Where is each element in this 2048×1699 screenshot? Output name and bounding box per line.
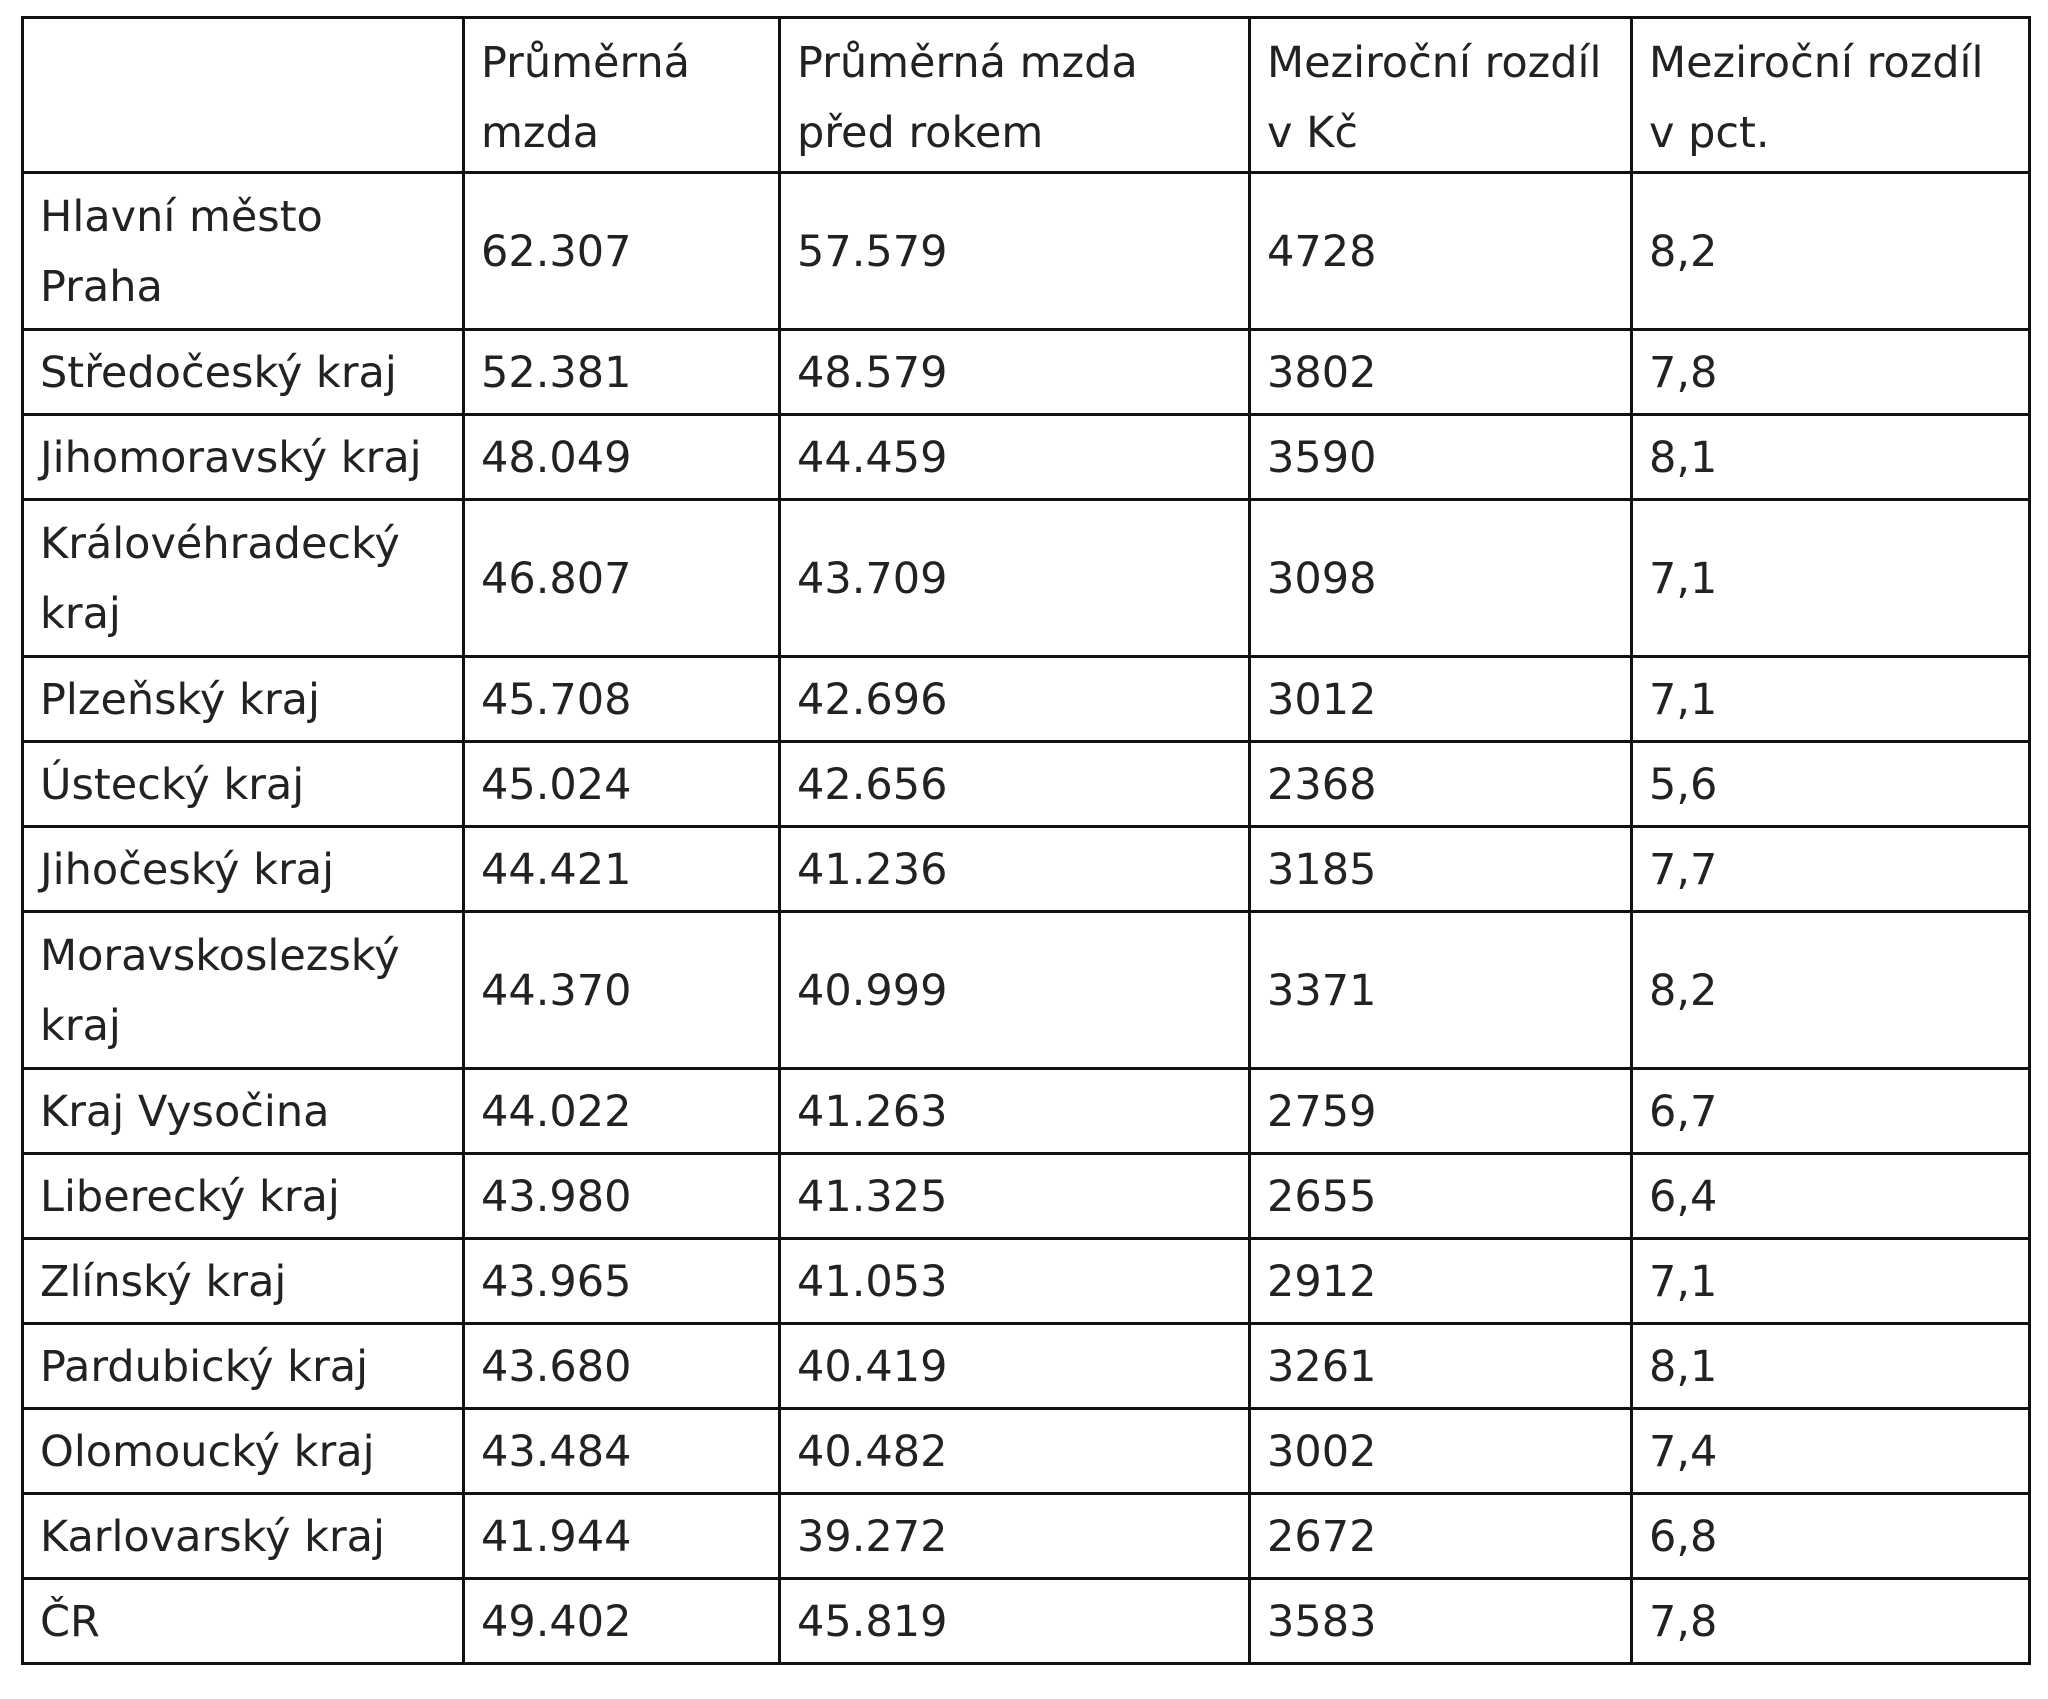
region-cell: Královéhradecký kraj [23, 500, 464, 657]
average-wage-cell: 43.965 [464, 1239, 780, 1324]
average-wage-cell: 43.980 [464, 1154, 780, 1239]
previous-year-wage-cell: 41.325 [780, 1154, 1250, 1239]
table-row [23, 1069, 2030, 1154]
average-wage-cell: 45.024 [464, 742, 780, 827]
yoy-difference-pct-cell: 6,8 [1632, 1494, 2030, 1579]
table-row [23, 500, 2030, 657]
table-row [23, 912, 2030, 1069]
region-cell: Jihočeský kraj [23, 827, 464, 912]
header-cell-yoy-difference-czk: Meziroční rozdíl v Kč [1250, 18, 1632, 173]
yoy-difference-pct-cell: 7,4 [1632, 1409, 2030, 1494]
region-cell: ČR [23, 1579, 464, 1664]
previous-year-wage-cell: 45.819 [780, 1579, 1250, 1664]
table-row [23, 1409, 2030, 1494]
yoy-difference-czk-cell: 2672 [1250, 1494, 1632, 1579]
yoy-difference-pct-cell: 6,7 [1632, 1069, 2030, 1154]
average-wage-cell: 43.484 [464, 1409, 780, 1494]
yoy-difference-pct-cell: 8,1 [1632, 415, 2030, 500]
yoy-difference-pct-cell: 7,8 [1632, 330, 2030, 415]
average-wage-cell: 41.944 [464, 1494, 780, 1579]
yoy-difference-czk-cell: 3261 [1250, 1324, 1632, 1409]
table-row [23, 1239, 2030, 1324]
yoy-difference-czk-cell: 4728 [1250, 173, 1632, 330]
header-cell-yoy-difference-pct: Meziroční rozdíl v pct. [1632, 18, 2030, 173]
previous-year-wage-cell: 40.999 [780, 912, 1250, 1069]
yoy-difference-pct-cell: 7,1 [1632, 657, 2030, 742]
table-row [23, 1494, 2030, 1579]
yoy-difference-czk-cell: 3802 [1250, 330, 1632, 415]
region-cell: Plzeňský kraj [23, 657, 464, 742]
previous-year-wage-cell: 40.419 [780, 1324, 1250, 1409]
table-row [23, 415, 2030, 500]
yoy-difference-czk-cell: 2759 [1250, 1069, 1632, 1154]
yoy-difference-czk-cell: 3185 [1250, 827, 1632, 912]
yoy-difference-pct-cell: 7,1 [1632, 500, 2030, 657]
previous-year-wage-cell: 41.263 [780, 1069, 1250, 1154]
region-cell: Pardubický kraj [23, 1324, 464, 1409]
average-wage-cell: 46.807 [464, 500, 780, 657]
yoy-difference-czk-cell: 2368 [1250, 742, 1632, 827]
table-row [23, 657, 2030, 742]
previous-year-wage-cell: 39.272 [780, 1494, 1250, 1579]
average-wage-cell: 44.022 [464, 1069, 780, 1154]
header-cell-previous-year-wage: Průměrná mzda před rokem [780, 18, 1250, 173]
average-wage-cell: 48.049 [464, 415, 780, 500]
previous-year-wage-cell: 41.236 [780, 827, 1250, 912]
yoy-difference-czk-cell: 3583 [1250, 1579, 1632, 1664]
average-wage-cell: 43.680 [464, 1324, 780, 1409]
table-row [23, 173, 2030, 330]
yoy-difference-czk-cell: 3590 [1250, 415, 1632, 500]
table-row [23, 742, 2030, 827]
average-wage-cell: 44.370 [464, 912, 780, 1069]
yoy-difference-czk-cell: 3371 [1250, 912, 1632, 1069]
table-row [23, 330, 2030, 415]
region-cell: Karlovarský kraj [23, 1494, 464, 1579]
previous-year-wage-cell: 57.579 [780, 173, 1250, 330]
yoy-difference-czk-cell: 3002 [1250, 1409, 1632, 1494]
table-row [23, 827, 2030, 912]
yoy-difference-czk-cell: 3012 [1250, 657, 1632, 742]
average-wage-cell: 45.708 [464, 657, 780, 742]
average-wage-cell: 52.381 [464, 330, 780, 415]
region-cell: Zlínský kraj [23, 1239, 464, 1324]
yoy-difference-pct-cell: 7,1 [1632, 1239, 2030, 1324]
region-cell: Kraj Vysočina [23, 1069, 464, 1154]
yoy-difference-pct-cell: 8,2 [1632, 173, 2030, 330]
region-cell: Ústecký kraj [23, 742, 464, 827]
table-body [23, 173, 2030, 1664]
region-cell: Liberecký kraj [23, 1154, 464, 1239]
regional-wage-table [21, 16, 2031, 1665]
yoy-difference-pct-cell: 5,6 [1632, 742, 2030, 827]
header-cell-average-wage: Průměrná mzda [464, 18, 780, 173]
yoy-difference-czk-cell: 2655 [1250, 1154, 1632, 1239]
yoy-difference-czk-cell: 2912 [1250, 1239, 1632, 1324]
table-row [23, 1324, 2030, 1409]
previous-year-wage-cell: 44.459 [780, 415, 1250, 500]
region-cell: Moravskoslezský kraj [23, 912, 464, 1069]
previous-year-wage-cell: 40.482 [780, 1409, 1250, 1494]
region-cell: Hlavní město Praha [23, 173, 464, 330]
region-cell: Olomoucký kraj [23, 1409, 464, 1494]
previous-year-wage-cell: 43.709 [780, 500, 1250, 657]
average-wage-cell: 49.402 [464, 1579, 780, 1664]
table-header-row [23, 18, 2030, 173]
table-row [23, 1154, 2030, 1239]
yoy-difference-pct-cell: 7,8 [1632, 1579, 2030, 1664]
table-row-total [23, 1579, 2030, 1664]
previous-year-wage-cell: 41.053 [780, 1239, 1250, 1324]
yoy-difference-czk-cell: 3098 [1250, 500, 1632, 657]
header-cell-region [23, 18, 464, 173]
yoy-difference-pct-cell: 8,2 [1632, 912, 2030, 1069]
yoy-difference-pct-cell: 7,7 [1632, 827, 2030, 912]
previous-year-wage-cell: 42.696 [780, 657, 1250, 742]
yoy-difference-pct-cell: 6,4 [1632, 1154, 2030, 1239]
region-cell: Středočeský kraj [23, 330, 464, 415]
average-wage-cell: 62.307 [464, 173, 780, 330]
region-cell: Jihomoravský kraj [23, 415, 464, 500]
average-wage-cell: 44.421 [464, 827, 780, 912]
previous-year-wage-cell: 48.579 [780, 330, 1250, 415]
yoy-difference-pct-cell: 8,1 [1632, 1324, 2030, 1409]
previous-year-wage-cell: 42.656 [780, 742, 1250, 827]
